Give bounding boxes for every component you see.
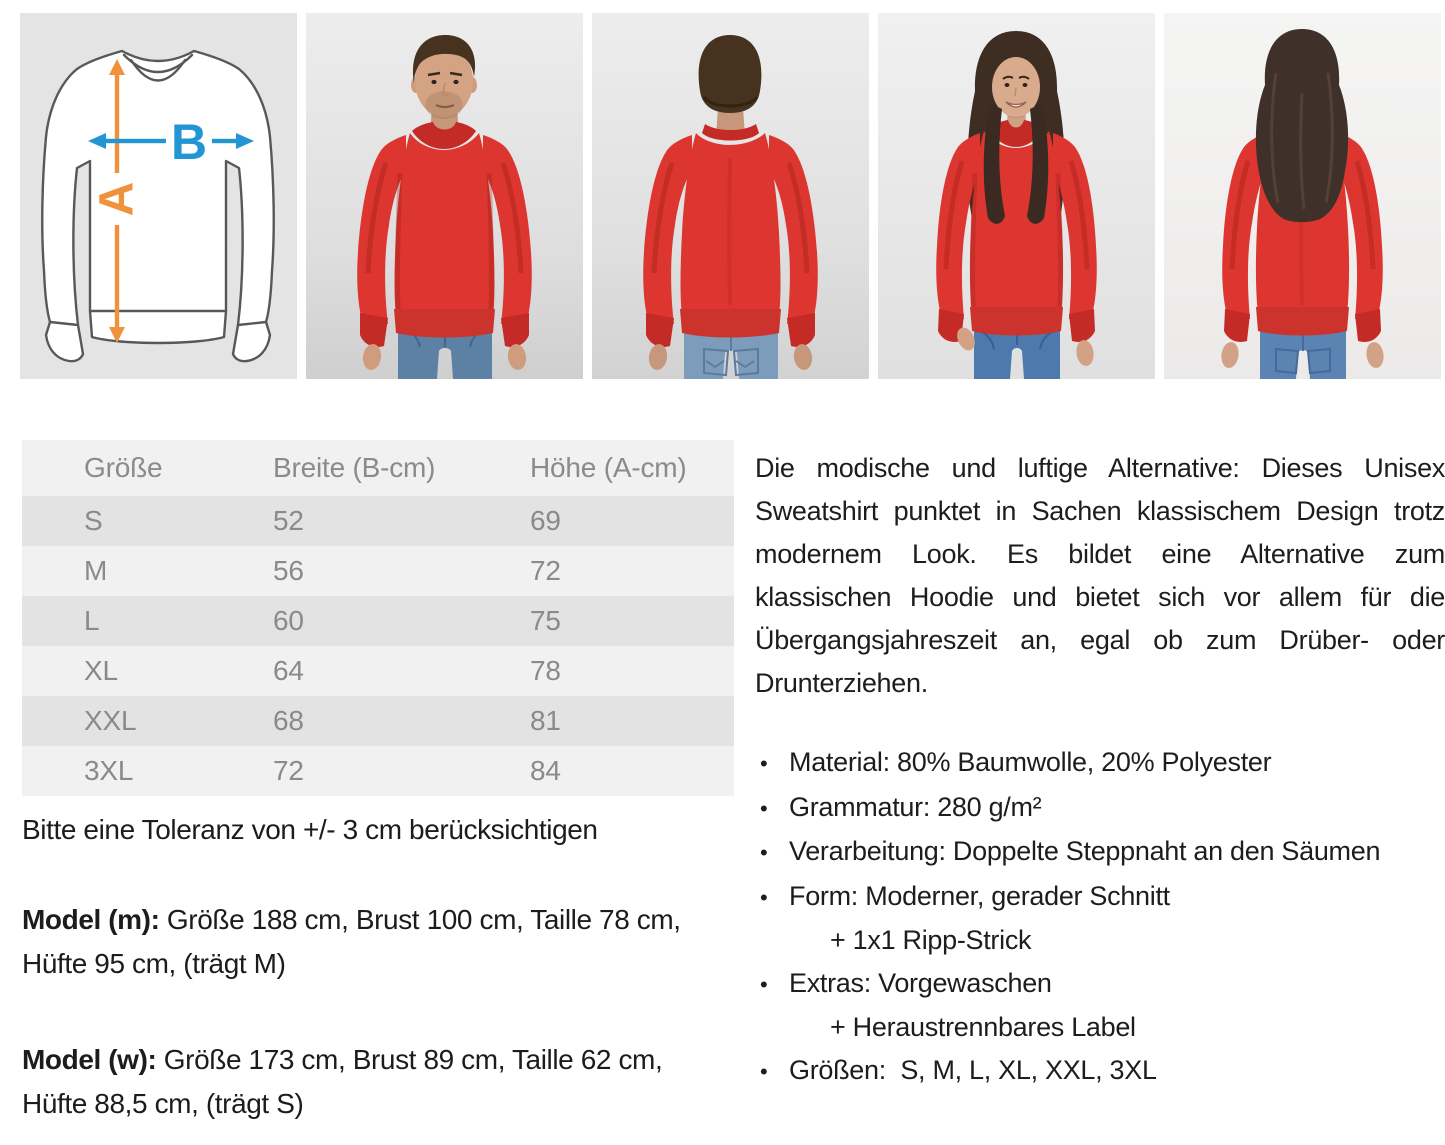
model-w-info bbox=[22, 1038, 728, 1126]
table-cell-breite: 72 bbox=[273, 755, 304, 786]
list-item bbox=[755, 875, 1445, 920]
model-m-label: Model (m): bbox=[22, 904, 160, 935]
table-cell-breite: 52 bbox=[273, 505, 304, 536]
column-header-hoehe: Höhe (A-cm) bbox=[530, 452, 687, 483]
photo-man-front bbox=[306, 13, 583, 379]
list-item bbox=[755, 741, 1445, 786]
detail-extras-extra: + Heraustrennbares Label bbox=[830, 1012, 1136, 1042]
detail-grammatur: Grammatur: 280 g/m² bbox=[789, 791, 1042, 822]
table-cell-breite: 68 bbox=[273, 705, 304, 736]
model-w-text: Größe 173 cm, Brust 89 cm, Taille 62 cm, Hüfte 88,5 cm, (trägt S) bbox=[22, 1044, 663, 1119]
red-sweatshirt bbox=[643, 124, 818, 347]
list-item bbox=[755, 830, 1445, 875]
product-description: Die modische und luftige Alternative: Dieses Unisex Sweatshirt punktet in Sachen klassischem Design trotz modernem Look. Es bildet eine Alternative zum klassischen Hoodie und bietet sich vor allem für die Übergangsjahreszeit an, egal ob zum Drüber- oder Drunterziehen. bbox=[755, 453, 1445, 698]
list-item bbox=[755, 1049, 1445, 1094]
table-row bbox=[22, 646, 734, 696]
table-cell-hoehe: 84 bbox=[530, 755, 561, 786]
model-m-info bbox=[22, 898, 728, 986]
detail-groessen: Größen: S, M, L, XL, XXL, 3XL bbox=[789, 1054, 1157, 1085]
bullet-icon: • bbox=[760, 971, 768, 997]
man-back-illustration bbox=[592, 13, 869, 379]
size-diagram bbox=[20, 13, 297, 379]
tolerance-note: Bitte eine Toleranz von +/- 3 cm berücksichtigen bbox=[22, 814, 598, 845]
table-cell-hoehe: 69 bbox=[530, 505, 561, 536]
size-table-header-row bbox=[22, 440, 734, 496]
table-row bbox=[22, 746, 734, 796]
table-row bbox=[22, 496, 734, 546]
product-image-gallery bbox=[20, 13, 1441, 379]
detail-verarbeitung: Verarbeitung: Doppelte Steppnaht an den Säumen bbox=[789, 836, 1381, 866]
bullet-icon: • bbox=[760, 884, 768, 910]
size-table bbox=[22, 440, 734, 796]
photo-man-back bbox=[592, 13, 869, 379]
table-cell-size: 3XL bbox=[84, 755, 134, 786]
table-cell-hoehe: 78 bbox=[530, 655, 561, 686]
red-sweatshirt bbox=[357, 122, 532, 347]
woman-back-illustration bbox=[1164, 13, 1441, 379]
diagram-label-b: B bbox=[170, 114, 208, 170]
product-details-list bbox=[755, 741, 1445, 1093]
size-diagram-tile bbox=[20, 13, 297, 379]
column-header-breite: Breite (B-cm) bbox=[273, 452, 436, 483]
table-cell-breite: 56 bbox=[273, 555, 304, 586]
table-cell-size: XXL bbox=[84, 705, 137, 736]
woman-front-illustration bbox=[878, 13, 1155, 379]
detail-extras: Extras: Vorgewaschen bbox=[789, 967, 1052, 998]
model-w-label: Model (w): bbox=[22, 1044, 157, 1075]
table-row bbox=[22, 696, 734, 746]
table-cell-hoehe: 72 bbox=[530, 555, 561, 586]
photo-woman-front bbox=[878, 13, 1155, 379]
table-cell-size: XL bbox=[84, 655, 118, 686]
table-cell-hoehe: 75 bbox=[530, 605, 561, 636]
table-cell-hoehe: 81 bbox=[530, 705, 561, 736]
man-front-illustration bbox=[306, 13, 583, 379]
red-sweatshirt bbox=[936, 120, 1097, 342]
table-cell-breite: 64 bbox=[273, 655, 304, 686]
list-item bbox=[755, 786, 1445, 831]
column-header-groesse: Größe bbox=[84, 452, 163, 483]
table-cell-size: S bbox=[84, 505, 103, 536]
bullet-icon: • bbox=[760, 1058, 768, 1084]
list-item bbox=[755, 962, 1445, 1007]
table-cell-size: M bbox=[84, 555, 108, 586]
table-row bbox=[22, 596, 734, 646]
diagram-label-a: A bbox=[90, 181, 144, 217]
bullet-icon: • bbox=[760, 751, 768, 776]
table-cell-breite: 60 bbox=[273, 605, 304, 636]
table-cell-size: L bbox=[84, 605, 100, 636]
bullet-icon: • bbox=[760, 795, 768, 821]
bullet-icon: • bbox=[760, 840, 768, 865]
photo-woman-back bbox=[1164, 13, 1441, 379]
detail-form-extra: + 1x1 Ripp-Strick bbox=[830, 925, 1032, 955]
table-row bbox=[22, 546, 734, 596]
detail-material: Material: 80% Baumwolle, 20% Polyester bbox=[789, 747, 1272, 777]
detail-form: Form: Moderner, gerader Schnitt bbox=[789, 880, 1170, 911]
model-m-text: Größe 188 cm, Brust 100 cm, Taille 78 cm, Hüfte 95 cm, (trägt M) bbox=[22, 904, 681, 979]
